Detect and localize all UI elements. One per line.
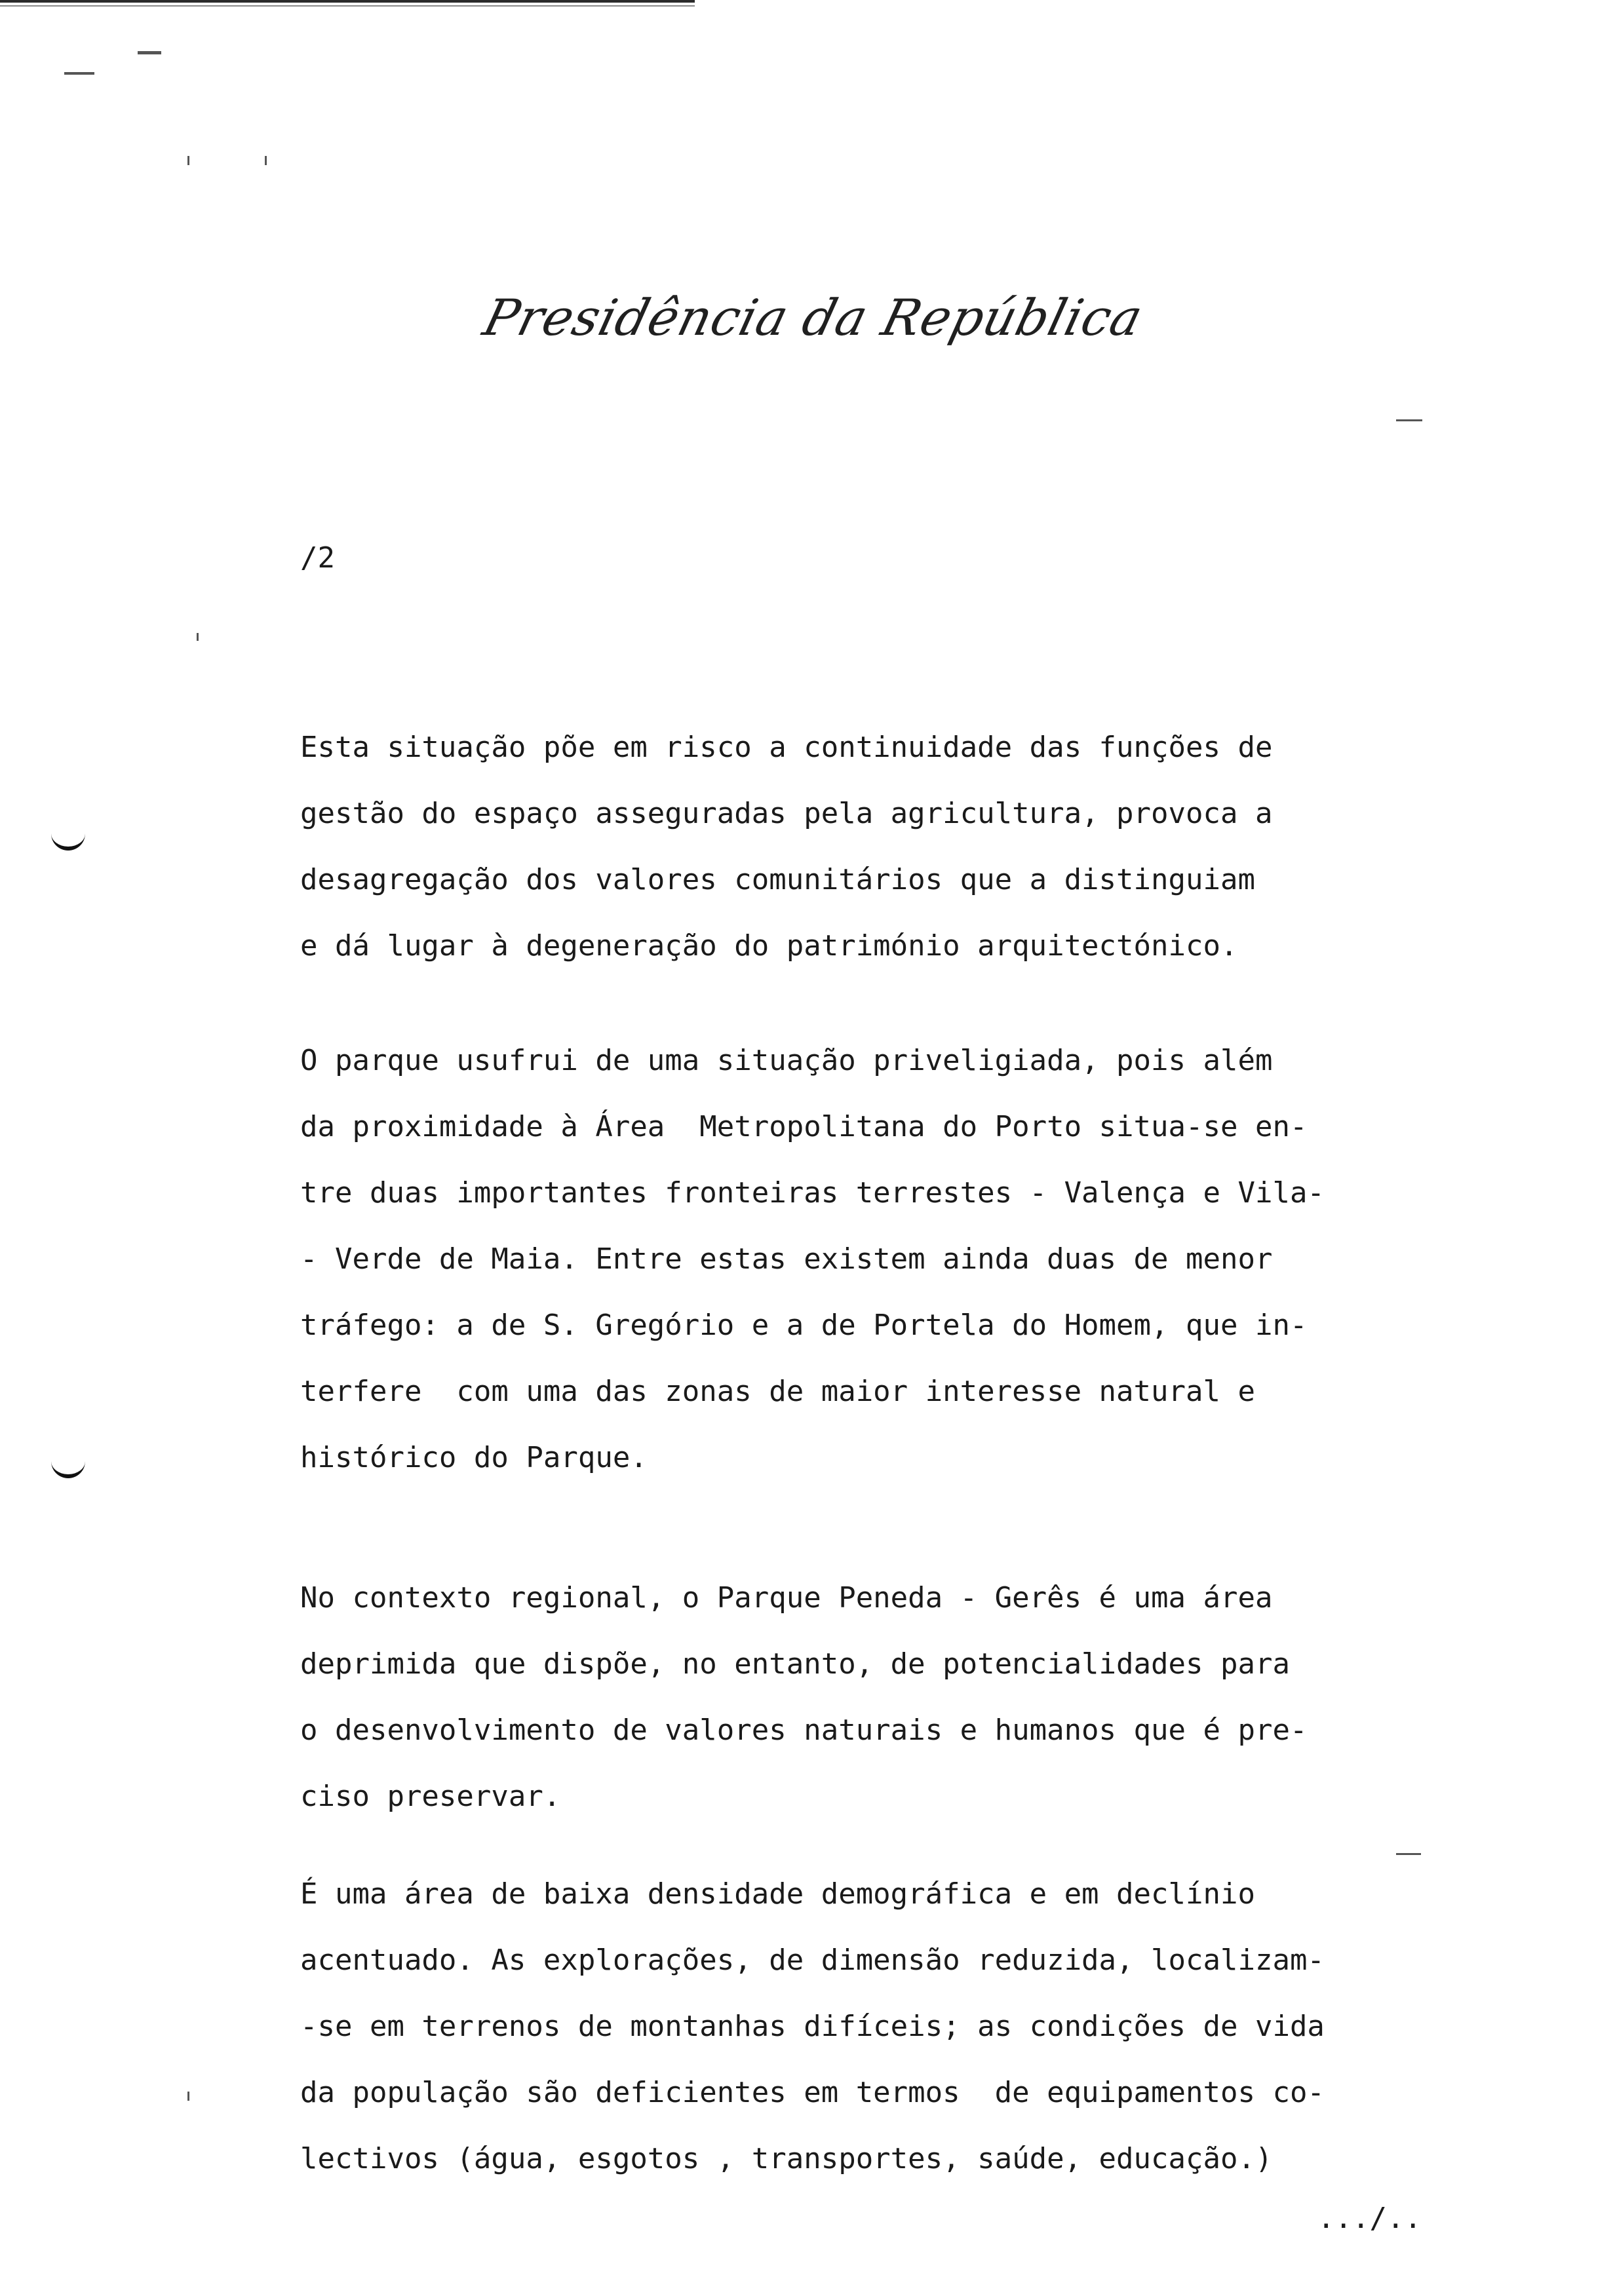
text-line: da proximidade à Área Metropolitana do Porto situa-se en- (300, 1110, 1308, 1143)
text-line: o desenvolvimento de valores naturais e humanos que é pre- (300, 1713, 1308, 1747)
scan-speck (187, 2092, 189, 2101)
text-line: histórico do Parque. (300, 1441, 648, 1474)
text-line: É uma área de baixa densidade demográfica e em declínio (300, 1877, 1255, 1911)
punch-hole-mark (51, 827, 85, 851)
text-line: lectivos (água, esgotos , transportes, saúde, educação.) (300, 2142, 1273, 2175)
text-line: acentuado. As explorações, de dimensão reduzida, localizam- (300, 1943, 1325, 1977)
continuation-mark: .../.. (1317, 2202, 1422, 2235)
punch-hole-mark (51, 1455, 85, 1478)
scan-speck (138, 51, 161, 54)
text-line: tre duas importantes fronteiras terrestes - Valença e Vila- (300, 1176, 1325, 1210)
scan-speck (1396, 1853, 1421, 1855)
scan-speck (265, 156, 267, 165)
text-line: terfere com uma das zonas de maior interesse natural e (300, 1375, 1255, 1408)
paragraph-1 (300, 714, 1480, 979)
text-line: O parque usufrui de uma situação priveligiada, pois além (300, 1044, 1273, 1077)
letterhead: Presidência da República (477, 288, 1149, 347)
scan-top-rule (0, 0, 695, 3)
text-line: - Verde de Maia. Entre estas existem ainda duas de menor (300, 1242, 1273, 1276)
text-line: desagregação dos valores comunitários que a distinguiam (300, 863, 1255, 896)
paragraph-4 (300, 1861, 1480, 2192)
text-line: ciso preservar. (300, 1780, 561, 1813)
text-line: deprimida que dispõe, no entanto, de potencialidades para (300, 1647, 1290, 1681)
text-line: -se em terrenos de montanhas difíceis; as condições de vida (300, 2010, 1325, 2043)
text-line: gestão do espaço asseguradas pela agricultura, provoca a (300, 797, 1273, 830)
text-line: e dá lugar à degeneração do património arquitectónico. (300, 929, 1238, 963)
scan-speck (64, 72, 94, 75)
scan-speck (1396, 419, 1422, 421)
scan-speck (197, 633, 199, 641)
scan-speck (187, 156, 189, 165)
paragraph-2 (300, 1027, 1480, 1491)
text-line: Esta situação põe em risco a continuidade das funções de (300, 731, 1273, 764)
text-line: da população são deficientes em termos de equipamentos co- (300, 2076, 1325, 2109)
page-number: /2 (300, 541, 335, 575)
text-line: No contexto regional, o Parque Peneda - Gerês é uma área (300, 1581, 1273, 1615)
scan-top-rule-shadow (0, 5, 695, 7)
paragraph-3 (300, 1565, 1480, 1829)
text-line: tráfego: a de S. Gregório e a de Portela do Homem, que in- (300, 1309, 1308, 1342)
